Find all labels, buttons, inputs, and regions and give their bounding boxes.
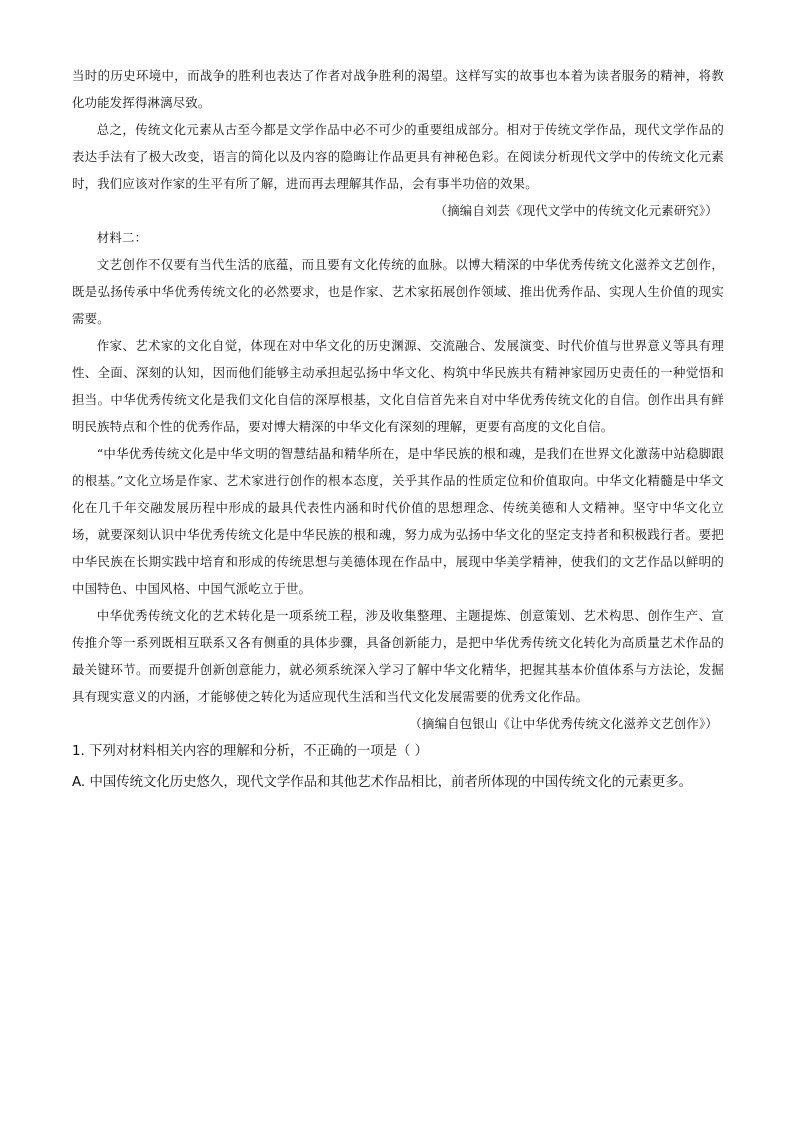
question-1: [72, 738, 724, 797]
paragraph-material2-3: “中华优秀传统文化是中华文明的智慧结晶和精华所在，是中华民族的根和魂，是我们在世界文化激荡中站稳脚跟的根基。”文化立场是作家、艺术家进行创作的根本态度，关乎其作品的性质定位和价值取向。中华文化精髓是中华文化在几千年交融发展历程中形成的最具代表性内涵和时代价值的思想理念、传统美德和人文精神。坚守中华文化立场，就要深刻认识中华优秀传统文化是中华民族的根和魂，努力成为弘扬中华文化的坚定支持者和积极践行者。要把中华民族在长期实践中培育和形成的传统思想与美德体现在作品中，展现中华美学精神，使我们的文艺作品以鲜明的中国特色、中国风格、中国气派屹立于世。: [72, 446, 724, 596]
source-citation-1: （摘编自刘芸《现代文学中的传统文化元素研究》）: [434, 203, 718, 218]
paragraph-material2-1: 文艺创作不仅要有当代生活的底蕴，而且要有文化传统的血脉。以博大精深的中华优秀传统文化滋养文艺创作，既是弘扬传承中华优秀传统文化的必然要求，也是作家、艺术家拓展创作领域、推出优秀作品、实现人生价值的现实需要。: [72, 257, 724, 326]
question-stem: 1. 下列对材料相关内容的理解和分析，不正确的一项是（ ）: [72, 744, 429, 759]
document-page: [72, 62, 724, 797]
paragraph-material2-2: 作家、艺术家的文化自觉，体现在对中华文化的历史渊源、交流融合、发展演变、时代价值与世界意义等具有理性、全面、深刻的认知，因而他们能够主动承担起弘扬中华文化、构筑中华民族共有精神家园历史责任的一种觉悟和担当。中华优秀传统文化是我们文化自信的深厚根基，文化自信首先来自对中华优秀传统文化的自信。创作出具有鲜明民族特点和个性的优秀作品，要对博大精深的中华文化有深刻的理解，更要有高度的文化自信。: [72, 338, 724, 434]
material-2-heading: 材料二：: [96, 230, 148, 245]
option-a: A. 中国传统文化历史悠久，现代文学作品和其他艺术作品相比，前者所体现的中国传统文化的元素更多。: [72, 775, 693, 790]
article-body: [72, 62, 724, 737]
paragraph-material2-4: 中华优秀传统文化的艺术转化是一项系统工程，涉及收集整理、主题提炼、创意策划、艺术构思、创作生产、宣传推介等一系列既相互联系又各有侧重的具体步骤，具备创新能力，是把中华优秀传统文化转化为高质量艺术作品的最关键环节。而要提升创新创意能力，就必须系统深入学习了解中华文化精华，把握其基本价值体系与方法论，发掘具有现实意义的内涵，才能够使之转化为适应现代生活和当代文化发展需要的优秀文化作品。: [72, 608, 724, 704]
paragraph-continuation: 当时的历史环境中，而战争的胜利也表达了作者对战争胜利的渴望。这样写实的故事也本着为读者服务的精神，将教化功能发挥得淋漓尽致。: [72, 68, 724, 110]
source-citation-2: （摘编自包银山《让中华优秀传统文化滋养文艺创作》）: [409, 716, 718, 731]
paragraph-conclusion: 总之，传统文化元素从古至今都是文学作品中必不可少的重要组成部分。相对于传统文学作品，现代文学作品的表达手法有了极大改变，语言的简化以及内容的隐晦让作品更具有神秘色彩。在阅读分析现代文学中的传统文化元素时，我们应该对作家的生平有所了解，进而再去理解其作品，会有事半功倍的效果。: [72, 122, 724, 191]
